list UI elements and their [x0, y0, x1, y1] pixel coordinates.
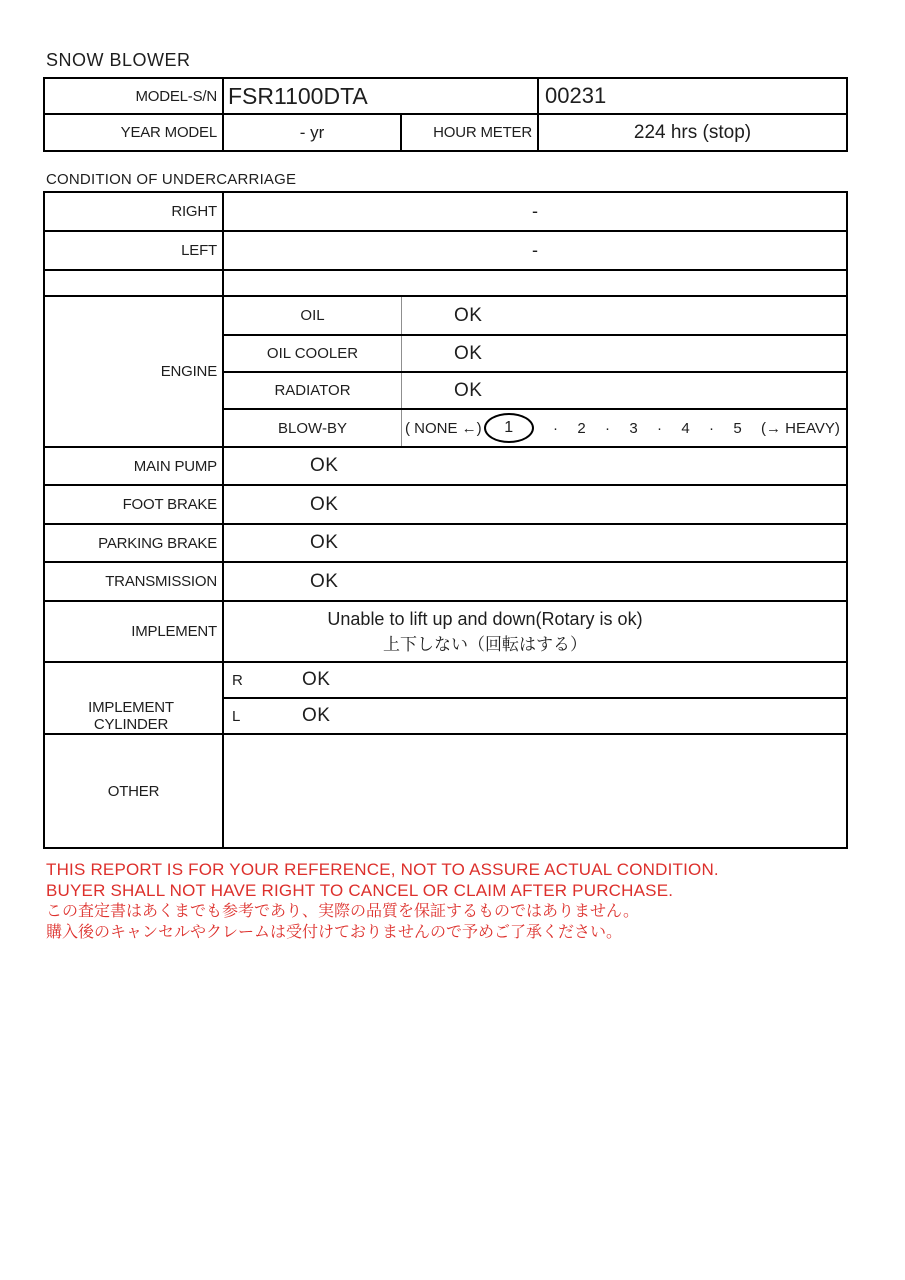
engine-label: ENGINE: [45, 297, 224, 446]
implement-note-jp: 上下しない（回転はする）: [383, 634, 587, 654]
main-pump-label: MAIN PUMP: [45, 448, 224, 484]
parking-brake-label: PARKING BRAKE: [45, 525, 224, 561]
header-row-model: [45, 79, 846, 115]
serial-number-value: 00231: [545, 83, 607, 108]
row-parking-brake: [45, 525, 846, 563]
radiator-value: OK: [454, 379, 483, 401]
cylinder-r-label: R: [232, 671, 243, 689]
blow-by-dot: ·: [605, 419, 610, 437]
model-sn-value: FSR1100DTA: [224, 79, 539, 113]
parking-brake-value: OK: [310, 532, 339, 553]
oil-label: OIL: [224, 297, 402, 334]
spacer-value-cell: [224, 271, 846, 295]
hour-meter-label: HOUR METER: [402, 115, 539, 150]
implement-cylinder-label-line1: IMPLEMENT: [88, 699, 174, 716]
blow-by-4: 4: [681, 419, 690, 437]
oil-cooler-value: OK: [454, 342, 483, 364]
implement-value: [224, 602, 846, 661]
row-other: [45, 735, 846, 847]
blow-by-3: 3: [629, 419, 638, 437]
row-transmission: [45, 563, 846, 602]
implement-cylinder-rows: [224, 663, 846, 733]
engine-row-radiator: [224, 371, 846, 409]
transmission-value: OK: [310, 570, 339, 592]
disclaimer-line-3: この査定書はあくまでも参考であり、実際の品質を保証するものではありません。: [46, 903, 639, 920]
right-value: -: [532, 201, 538, 221]
right-label: RIGHT: [45, 193, 224, 230]
page-title: SNOW BLOWER: [46, 50, 191, 70]
left-value: -: [532, 240, 538, 260]
cylinder-l-label: L: [232, 707, 241, 725]
implement-label: IMPLEMENT: [45, 602, 224, 661]
disclaimer-line-2: BUYER SHALL NOT HAVE RIGHT TO CANCEL OR CLAIM AFTER PURCHASE.: [46, 881, 674, 900]
foot-brake-value: OK: [310, 493, 339, 515]
engine-rows: [224, 297, 846, 446]
other-value: [224, 735, 846, 847]
left-label: LEFT: [45, 232, 224, 269]
disclaimer-line-1: THIS REPORT IS FOR YOUR REFERENCE, NOT TO ASSURE ACTUAL CONDITION.: [46, 860, 719, 879]
radiator-label: RADIATOR: [224, 373, 402, 409]
row-foot-brake: [45, 486, 846, 525]
header-table: [43, 77, 848, 152]
transmission-label: TRANSMISSION: [45, 563, 224, 600]
blow-by-5: 5: [733, 419, 742, 437]
model-sn-label: MODEL-S/N: [45, 79, 224, 113]
blow-by-selected-circle: 1: [484, 413, 534, 443]
blow-by-dot: ·: [553, 419, 558, 437]
engine-block: [45, 297, 846, 448]
engine-row-oil: [224, 297, 846, 334]
blow-by-none-label: ( NONE ←): [405, 419, 482, 437]
blow-by-dot: ·: [657, 419, 662, 437]
blow-by-heavy-label: (→ HEAVY): [761, 419, 840, 437]
oil-cooler-label: OIL COOLER: [224, 336, 402, 371]
blow-by-scale: [402, 410, 846, 446]
spacer-label-cell: [45, 271, 224, 295]
cylinder-r-value: OK: [302, 669, 331, 690]
implement-cylinder-label: [45, 663, 224, 733]
row-undercarriage-right: [45, 193, 846, 232]
other-label: OTHER: [45, 735, 224, 847]
disclaimer: [46, 859, 719, 943]
row-undercarriage-left: [45, 232, 846, 271]
blow-by-2: 2: [577, 419, 586, 437]
hour-meter-value: 224 hrs (stop): [633, 121, 752, 143]
row-implement: [45, 602, 846, 663]
year-model-label: YEAR MODEL: [45, 115, 224, 150]
cylinder-l-value: OK: [302, 705, 331, 726]
condition-table: [43, 191, 848, 849]
implement-cylinder-block: [45, 663, 846, 735]
cylinder-row-left: [224, 699, 846, 733]
blow-by-none-group: [405, 413, 534, 443]
disclaimer-line-4: 購入後のキャンセルやクレームは受付けておりませんので予めご了承ください。: [46, 924, 623, 941]
engine-row-blow-by: [224, 408, 846, 446]
blow-by-label: BLOW-BY: [224, 410, 402, 446]
oil-value: OK: [454, 304, 483, 326]
foot-brake-label: FOOT BRAKE: [45, 486, 224, 523]
header-row-year: [45, 115, 846, 150]
blow-by-dot: ·: [709, 419, 714, 437]
year-model-value: - yr: [224, 115, 402, 150]
undercarriage-section-title: CONDITION OF UNDERCARRIAGE: [46, 171, 297, 188]
row-spacer: [45, 271, 846, 297]
main-pump-value: OK: [310, 455, 339, 476]
engine-row-oil-cooler: [224, 334, 846, 371]
implement-note-en: Unable to lift up and down(Rotary is ok): [327, 608, 643, 629]
cylinder-row-right: [224, 663, 846, 699]
row-main-pump: [45, 448, 846, 486]
implement-cylinder-label-line2: CYLINDER: [93, 716, 169, 733]
